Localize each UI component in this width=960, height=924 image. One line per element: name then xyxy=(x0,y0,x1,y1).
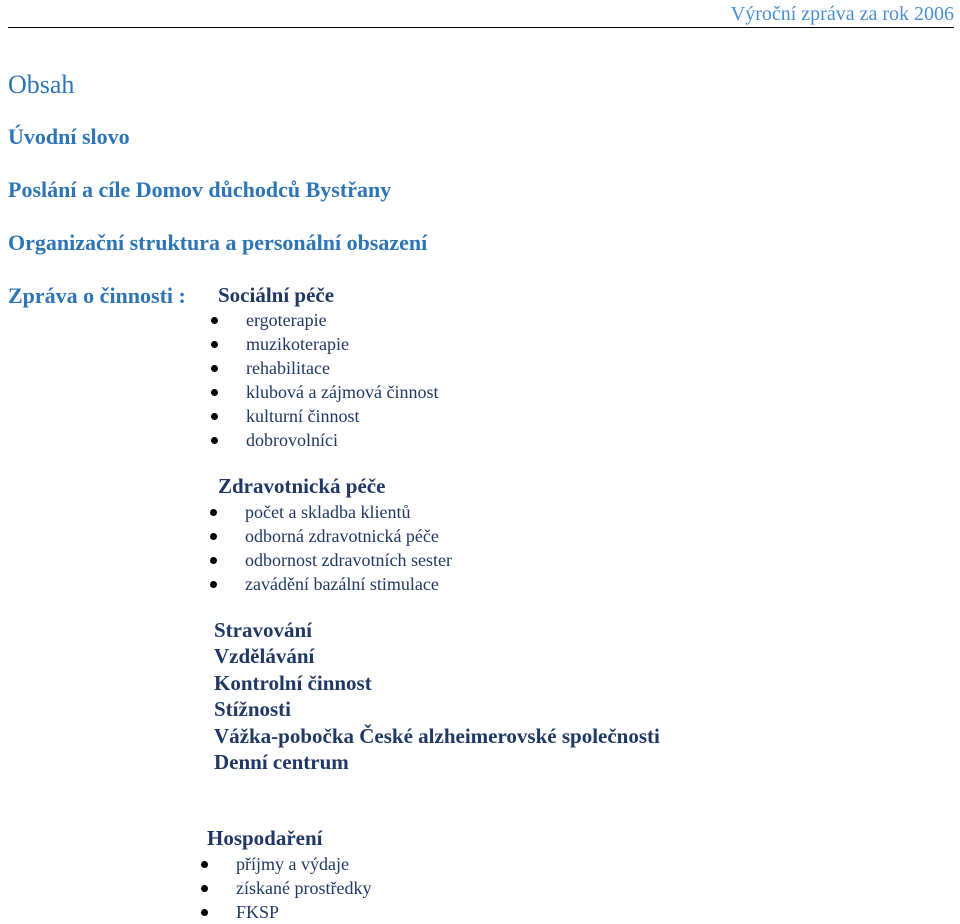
bullet-icon xyxy=(201,909,208,916)
toc-item-intro[interactable]: Úvodní slovo xyxy=(8,124,130,149)
health-care-list xyxy=(245,500,452,596)
section-heading-complaints[interactable]: Stížnosti xyxy=(214,697,292,722)
section-heading-health-care[interactable]: Zdravotnická péče xyxy=(218,474,386,498)
bullet-icon xyxy=(210,533,217,540)
bullet-icon xyxy=(211,365,218,372)
bullet-icon xyxy=(210,557,217,564)
section-heading-finance[interactable]: Hospodaření xyxy=(207,826,323,850)
list-item: muzikoterapie xyxy=(246,332,438,356)
section-heading-day-centre[interactable]: Denní centrum xyxy=(214,749,349,774)
bullet-icon xyxy=(211,317,218,324)
page-header-title: Výroční zpráva za rok 2006 xyxy=(730,3,954,25)
list-item: rehabilitace xyxy=(246,356,438,380)
list-item: získané prostředky xyxy=(236,876,371,900)
bullet-icon xyxy=(210,509,217,516)
section-heading-catering[interactable]: Stravování xyxy=(214,618,313,642)
bullet-icon xyxy=(211,437,218,444)
header-divider xyxy=(8,27,954,28)
list-item: ergoterapie xyxy=(246,308,438,332)
bullet-icon xyxy=(211,341,218,348)
list-item: klubová a zájmová činnost xyxy=(246,380,438,404)
bullet-icon xyxy=(211,413,218,420)
toc-title: Obsah xyxy=(8,70,75,99)
list-item: zavádění bazální stimulace xyxy=(245,572,452,596)
section-heading-control[interactable]: Kontrolní činnost xyxy=(214,670,372,695)
section-heading-vazka-branch[interactable]: Vážka-pobočka České alzheimerovské společnosti xyxy=(214,723,660,748)
finance-list xyxy=(236,852,371,924)
list-item: počet a skladba klientů xyxy=(245,500,452,524)
other-sections-list xyxy=(214,617,660,775)
bullet-icon xyxy=(210,581,217,588)
bullet-icon xyxy=(201,885,208,892)
bullet-icon xyxy=(201,861,208,868)
toc-item-mission[interactable]: Poslání a cíle Domov důchodců Bystřany xyxy=(8,177,392,202)
section-heading-social-care[interactable]: Sociální péče xyxy=(218,283,335,307)
section-heading-education[interactable]: Vzdělávání xyxy=(214,644,315,669)
list-item: odbornost zdravotních sester xyxy=(245,548,452,572)
list-item: příjmy a výdaje xyxy=(236,852,371,876)
list-item: kulturní činnost xyxy=(246,404,438,428)
list-item: dobrovolníci xyxy=(246,428,438,452)
toc-item-organization[interactable]: Organizační struktura a personální obsazení xyxy=(8,230,428,255)
social-care-list xyxy=(246,308,438,452)
bullet-icon xyxy=(211,389,218,396)
list-item: FKSP xyxy=(236,900,371,924)
list-item: odborná zdravotnická péče xyxy=(245,524,452,548)
toc-item-activity-report[interactable]: Zpráva o činnosti : xyxy=(8,283,186,308)
